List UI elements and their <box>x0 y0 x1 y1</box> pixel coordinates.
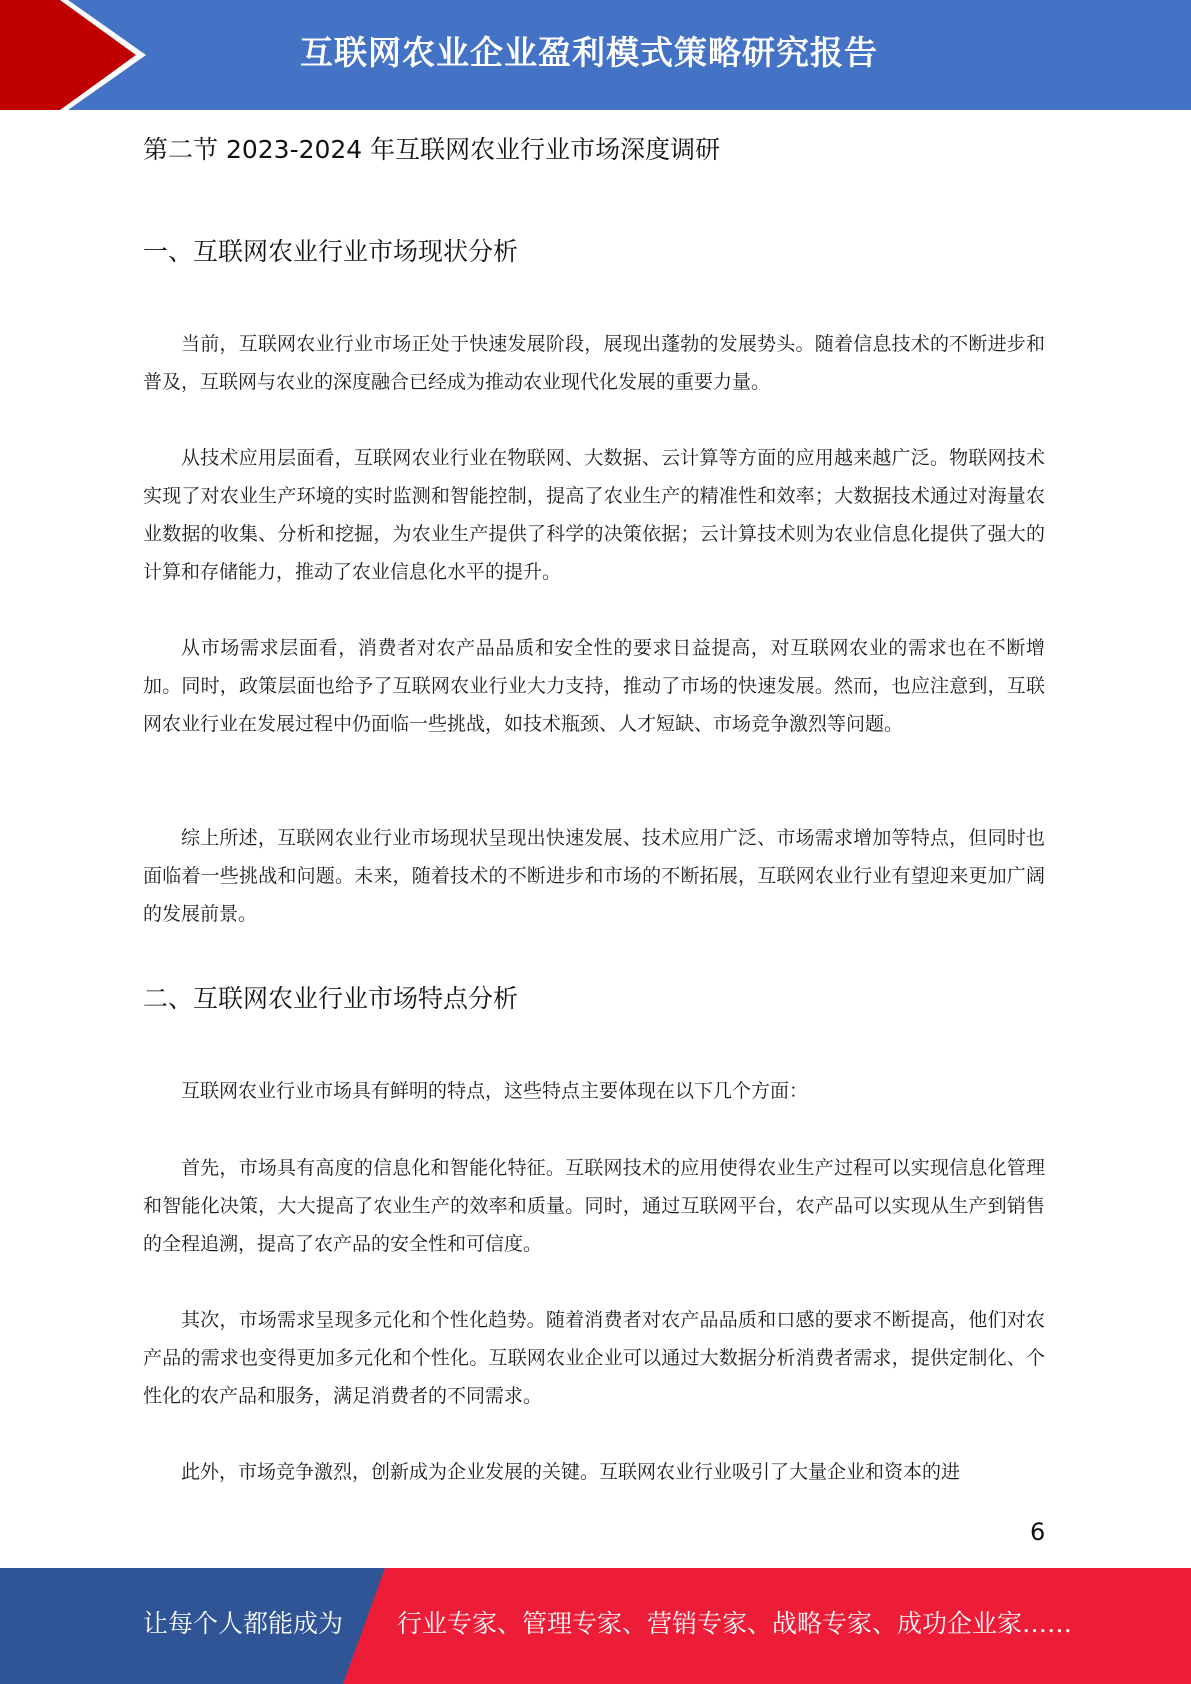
paragraph: 互联网农业行业市场具有鲜明的特点，这些特点主要体现在以下几个方面： <box>181 1080 809 1102</box>
header-banner <box>0 0 1191 110</box>
section-title: 第二节 2023-2024 年互联网农业行业市场深度调研 <box>143 135 721 164</box>
paragraph: 从市场需求层面看，消费者对农产品品质和安全性的要求日益提高，对互联网农业的需求也在不断增加。同时，政策层面也给予了互联网农业行业大力支持，推动了市场的快速发展。然而，也应注意到，互联网农业行业在发展过程中仍面临一些挑战，如技术瓶颈、人才短缺、市场竞争激烈等问题。 <box>143 637 1045 735</box>
paragraph: 其次，市场需求呈现多元化和个性化趋势。随着消费者对农产品品质和口感的要求不断提高，他们对农产品的需求也变得更加多元化和个性化。互联网农业企业可以通过大数据分析消费者需求，提供定制化、个性化的农产品和服务，满足消费者的不同需求。 <box>143 1309 1045 1407</box>
arrow-decoration-icon <box>0 0 160 110</box>
paragraph: 从技术应用层面看，互联网农业行业在物联网、大数据、云计算等方面的应用越来越广泛。物联网技术实现了对农业生产环境的实时监测和智能控制，提高了农业生产的精准性和效率；大数据技术通过对海量农业数据的收集、分析和挖掘，为农业生产提供了科学的决策依据；云计算技术则为农业信息化提供了强大的计算和存储能力，推动了农业信息化水平的提升。 <box>143 447 1045 583</box>
subsection-heading: 二、互联网农业行业市场特点分析 <box>143 984 519 1013</box>
paragraph: 首先，市场具有高度的信息化和智能化特征。互联网技术的应用使得农业生产过程可以实现信息化管理和智能化决策，大大提高了农业生产的效率和质量。同时，通过互联网平台，农产品可以实现从生产到销售的全程追溯，提高了农产品的安全性和可信度。 <box>143 1157 1045 1255</box>
paragraph: 此外，市场竞争激烈，创新成为企业发展的关键。互联网农业行业吸引了大量企业和资本的进 <box>181 1461 961 1483</box>
footer-slogan-right: 行业专家、管理专家、营销专家、战略专家、成功企业家…… <box>397 1609 1073 1638</box>
paragraph: 综上所述，互联网农业行业市场现状呈现出快速发展、技术应用广泛、市场需求增加等特点，但同时也面临着一些挑战和问题。未来，随着技术的不断进步和市场的不断拓展，互联网农业行业有望迎来更加广阔的发展前景。 <box>143 827 1045 925</box>
subsection-heading: 一、互联网农业行业市场现状分析 <box>143 237 519 266</box>
footer-banner <box>0 1568 1191 1684</box>
page-number: 6 <box>1030 1518 1046 1546</box>
report-title: 互联网农业企业盈利模式策略研究报告 <box>300 33 878 72</box>
paragraph: 当前，互联网农业行业市场正处于快速发展阶段，展现出蓬勃的发展势头。随着信息技术的不断进步和普及，互联网与农业的深度融合已经成为推动农业现代化发展的重要力量。 <box>143 333 1045 393</box>
footer-slogan-left: 让每个人都能成为 <box>143 1609 344 1638</box>
